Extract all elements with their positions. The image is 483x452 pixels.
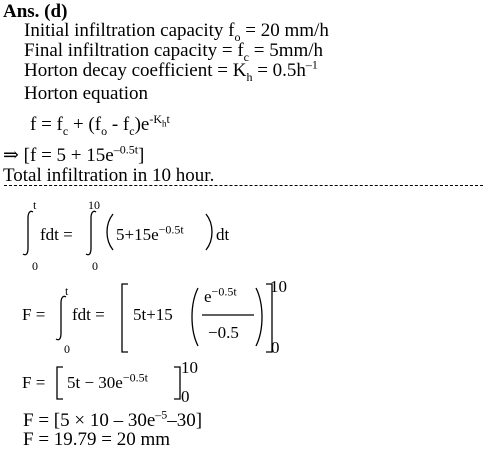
decay-coefficient-sup: –1 — [305, 57, 318, 72]
horton-exp-k: -K — [149, 111, 162, 126]
eq1-body-exponent: −0.5t — [158, 222, 184, 237]
horton-exponent — [149, 111, 170, 129]
horton-sub-c: c — [62, 123, 69, 138]
horton-sub-o: o — [101, 123, 108, 138]
eq2-numerator — [204, 284, 237, 306]
final-capacity-value: = 5mm/h — [248, 40, 324, 61]
eq3-body-text: 5t − 30e — [67, 373, 123, 392]
right-paren-icon — [204, 212, 216, 252]
eq1-upper-limit-right: 10 — [88, 198, 100, 212]
horton-formula — [30, 111, 170, 138]
answer-label: Ans. (d) — [3, 1, 68, 22]
eq2-lhs: F = — [22, 305, 46, 324]
eq4-exponent: –5 — [155, 407, 168, 422]
horton-lhs: f = f — [30, 114, 63, 135]
horton-exp-t: t — [166, 111, 170, 126]
result-close: ] — [138, 145, 145, 166]
eq2-numerator-exponent: −0.5t — [211, 284, 237, 299]
initial-capacity-sub: o — [234, 29, 241, 44]
eq3-body-exponent: −0.5t — [122, 370, 148, 385]
decay-coefficient-value: = 0.5h — [252, 60, 306, 81]
final-capacity-sub: c — [243, 49, 249, 64]
total-infiltration-heading: Total infiltration in 10 hour. — [3, 165, 215, 186]
initial-capacity-text: Initial infiltration capacity f — [24, 20, 235, 41]
horton-minus: - f — [107, 114, 130, 135]
eq1-lower-limit-right: 0 — [92, 259, 98, 273]
final-answer: F = 19.79 = 20 mm — [23, 429, 171, 450]
eq2-limit-lower: 0 — [271, 338, 280, 357]
horton-exp-sub: h — [162, 118, 167, 129]
decay-coefficient-sub: h — [246, 69, 253, 84]
integral-icon — [55, 295, 69, 341]
result-line — [3, 142, 145, 166]
eq1-body — [116, 222, 184, 244]
eq2-integrand: fdt = — [72, 305, 105, 324]
horton-mid: + (f — [68, 114, 102, 135]
eq3-lhs: F = — [22, 373, 46, 392]
final-capacity-text: Final infiltration capacity = f — [24, 40, 244, 61]
eq4-tail: –30] — [167, 410, 203, 431]
horton-sub-c2: c — [129, 123, 135, 138]
eq4-text: F = [5 × 10 – 30e — [23, 410, 156, 431]
eq1-upper-limit-left: t — [33, 198, 37, 212]
fraction-bar — [202, 313, 254, 317]
eq2-denominator: −0.5 — [208, 323, 239, 342]
left-paren-icon — [103, 212, 115, 252]
eq3-limit-lower: 0 — [181, 387, 190, 406]
integral-icon — [22, 210, 36, 256]
eq2-upper-limit: t — [65, 284, 69, 298]
horton-close: )e — [134, 114, 150, 135]
implies-icon: ⇒ — [3, 145, 19, 166]
left-bracket-icon — [55, 366, 65, 400]
initial-capacity-value: = 20 mm/h — [240, 20, 329, 41]
eq2-limit-upper: 10 — [270, 277, 287, 296]
left-bracket-icon — [120, 283, 130, 353]
eq2-numerator-text: e — [204, 287, 212, 306]
initial-capacity-line — [24, 20, 329, 44]
eq3-body — [67, 370, 148, 392]
eq2-term: 5t+15 — [133, 305, 173, 324]
section-divider — [4, 185, 483, 186]
result-exponent: –0.5t — [113, 142, 139, 157]
eq1-integrand-left: fdt = — [40, 225, 73, 244]
decay-coefficient-line — [24, 57, 318, 84]
integral-icon — [85, 210, 99, 256]
eq4-line — [23, 407, 203, 431]
decay-coefficient-text: Horton decay coefficient = K — [24, 60, 247, 81]
final-capacity-line — [24, 40, 324, 64]
eq3-limit-upper: 10 — [181, 358, 198, 377]
eq2-lower-limit: 0 — [64, 342, 70, 356]
eq1-tail: dt — [216, 225, 230, 244]
result-text: [f = 5 + 15e — [18, 145, 114, 166]
horton-equation-heading: Horton equation — [24, 83, 149, 104]
eq1-lower-limit-left: 0 — [32, 259, 38, 273]
left-paren-icon — [188, 286, 200, 348]
eq1-body-text: 5+15e — [116, 225, 159, 244]
